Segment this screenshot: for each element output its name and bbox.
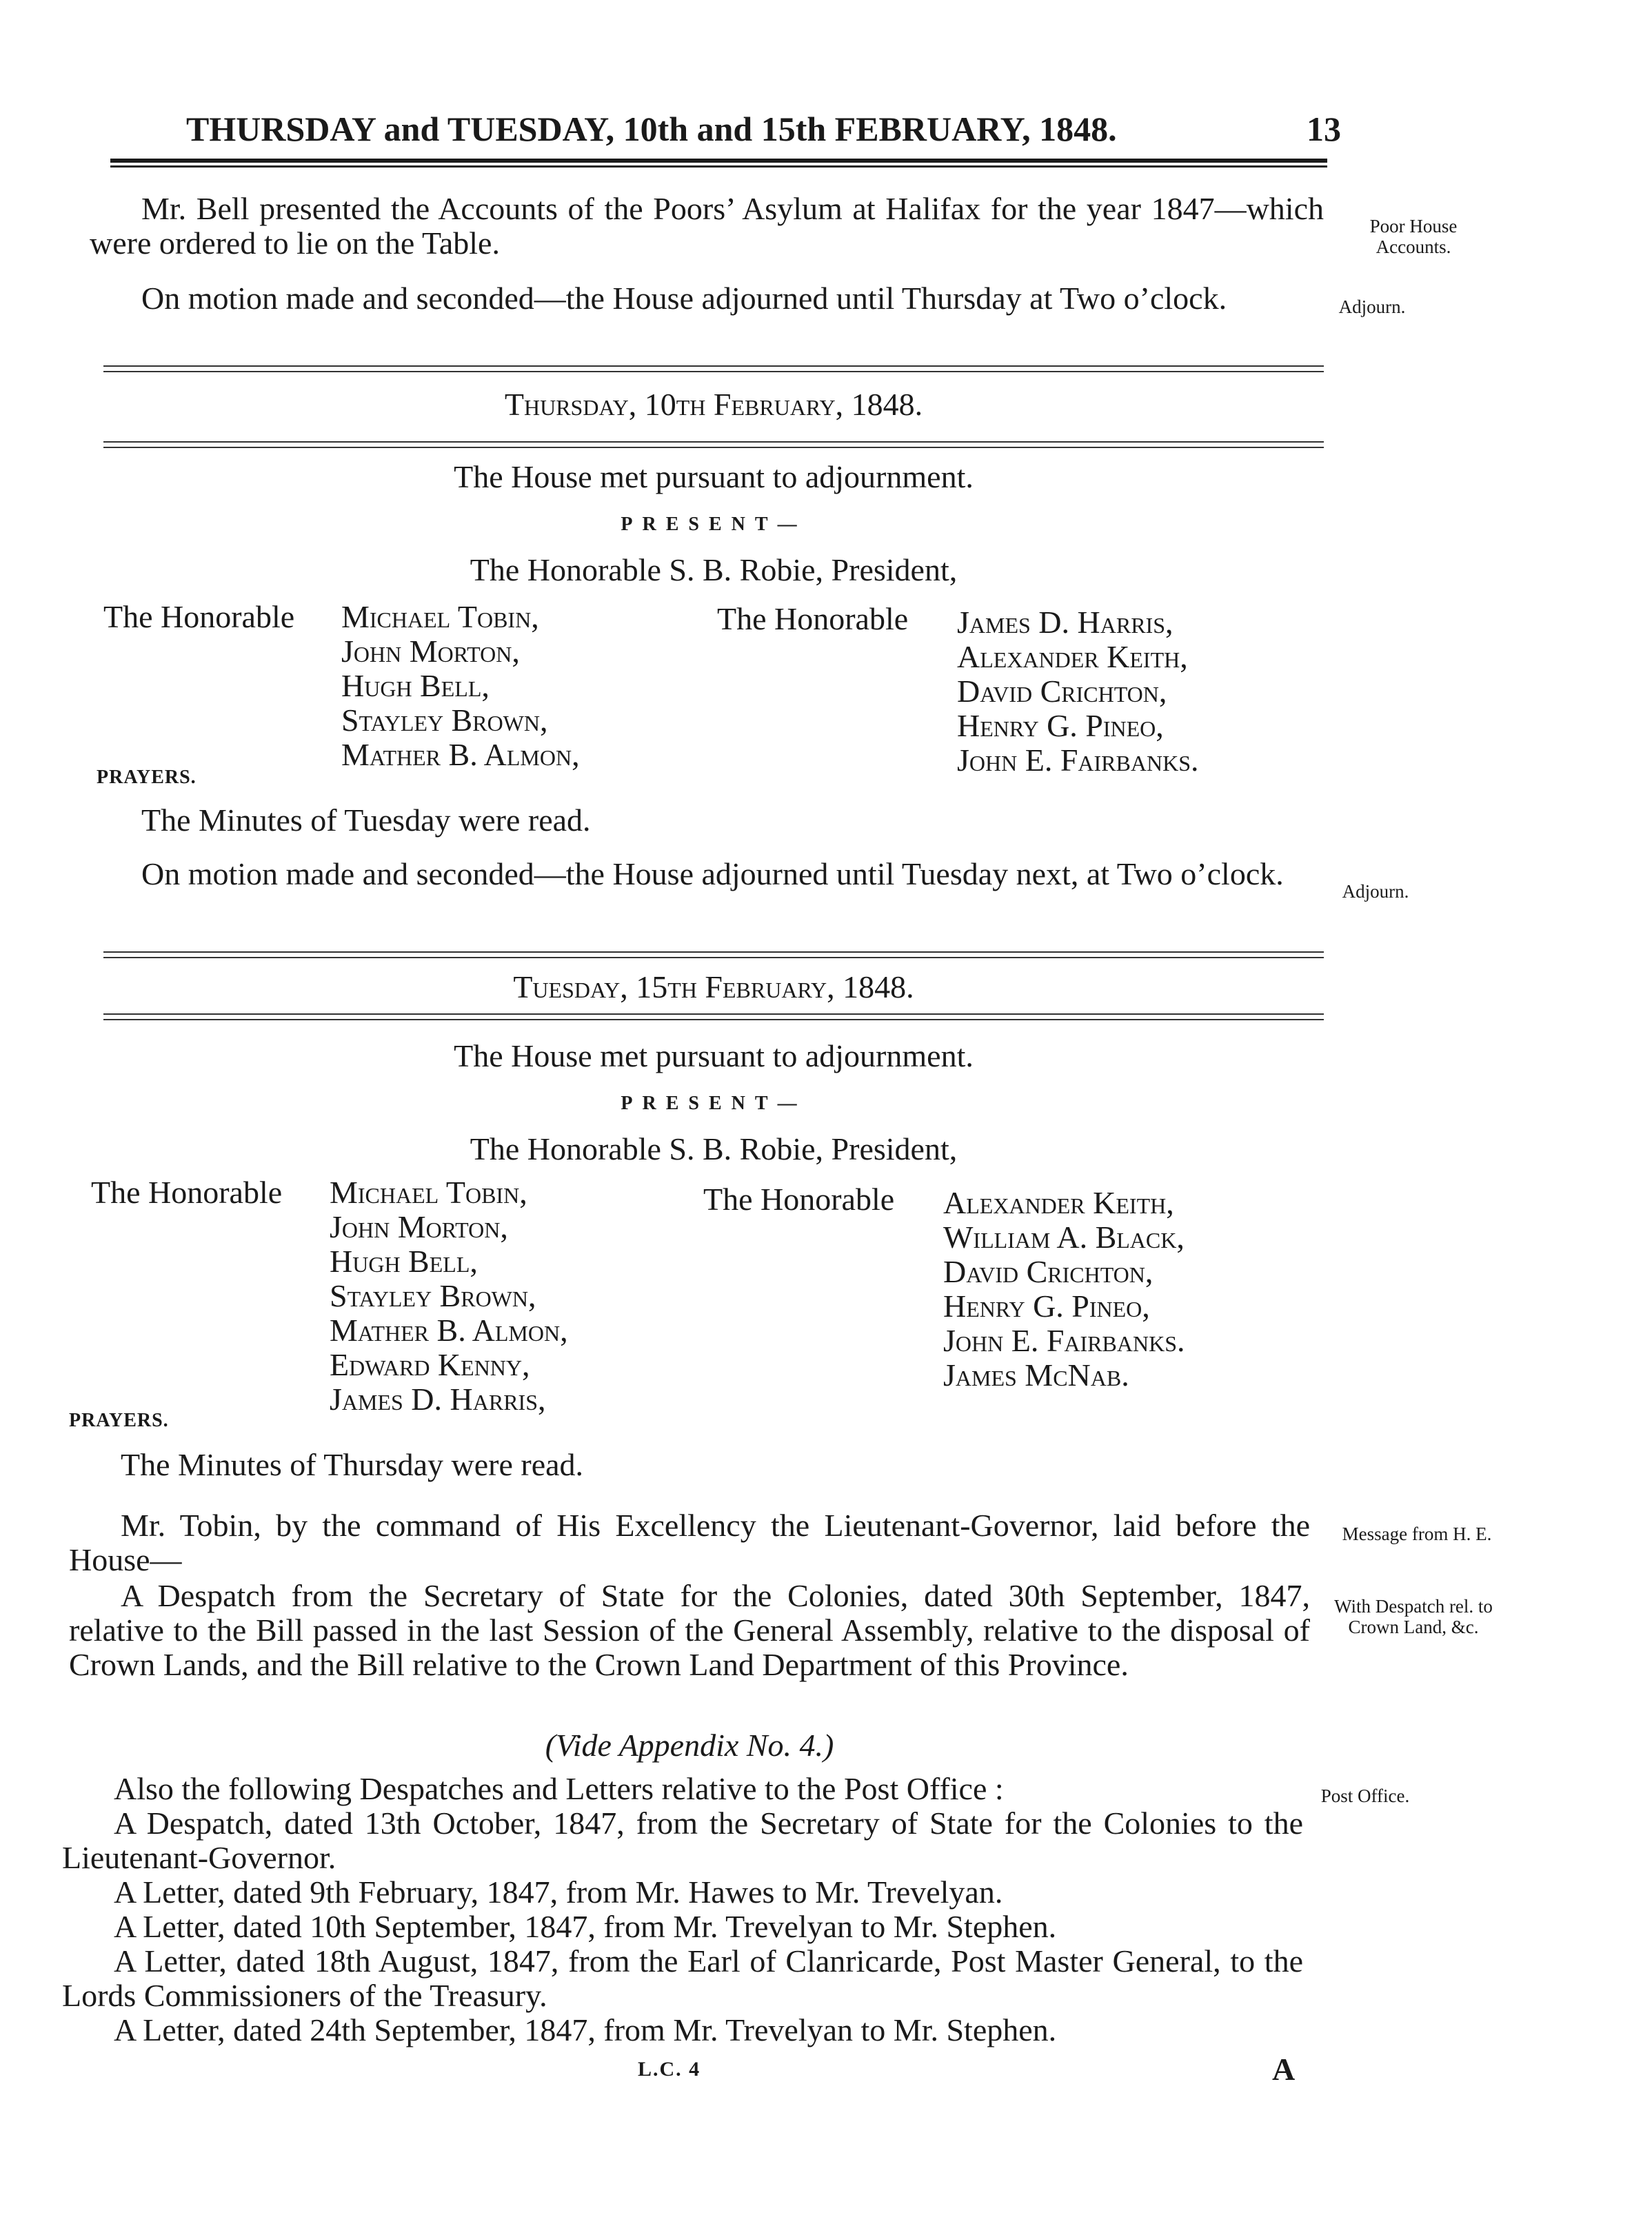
member-name: Mather B. Almon, <box>330 1313 568 1348</box>
member-name: Mather B. Almon, <box>341 737 580 772</box>
section-rule <box>103 441 1324 448</box>
list-item: A Letter, dated 18th August, 1847, from the Earl of Clanricarde, Post Master General, to the Lords Commissioners of the Treasury. <box>62 1943 1303 2013</box>
tuesday-right-prefix: The Honorable <box>703 1182 895 1217</box>
page-header <box>186 109 1358 149</box>
thursday-heading: Thursday, 10th February, 1848. <box>504 387 923 422</box>
thursday-minutes: The Minutes of Tuesday were read. <box>141 802 591 838</box>
member-name: Alexander Keith, <box>957 639 1188 674</box>
member-name: Michael Tobin, <box>330 1175 527 1210</box>
member-name: Henry G. Pineo, <box>957 708 1164 743</box>
section-rule <box>103 365 1324 372</box>
member-name: James D. Harris, <box>330 1382 546 1417</box>
despatch-paragraph: A Despatch from the Secretary of State for the Colonies, dated 30th September, 1847, relative to the Bill passed in the last Session of the General Assembly, relative to the disposal of Crown Lands, and the Bill relative to the Crown Land Department of this Province. <box>69 1578 1310 1682</box>
margin-note-post-office: Post Office. <box>1320 1786 1410 1806</box>
member-name: Henry G. Pineo, <box>943 1288 1150 1324</box>
member-name: Stayley Brown, <box>330 1278 536 1313</box>
member-name: Hugh Bell, <box>330 1244 478 1279</box>
post-office-intro: Also the following Despatches and Letters relative to the Post Office : <box>114 1771 1004 1806</box>
thursday-prayers: PRAYERS. <box>97 767 197 788</box>
signature-letter: A <box>1272 2052 1296 2087</box>
margin-note-adjourn-1: Adjourn. <box>1338 296 1406 317</box>
tuesday-minutes: The Minutes of Thursday were read. <box>121 1447 584 1482</box>
member-name: Edward Kenny, <box>330 1347 530 1382</box>
poor-house-paragraph: Mr. Bell presented the Accounts of the Poors’ Asylum at Halifax for the year 1847—which were ordered to lie on the Table. <box>90 191 1324 261</box>
member-name: John Morton, <box>330 1209 508 1244</box>
member-name: James McNab. <box>943 1357 1129 1393</box>
tuesday-left-prefix: The Honorable <box>91 1175 283 1210</box>
member-name: Hugh Bell, <box>341 668 490 703</box>
header-title: THURSDAY and TUESDAY, 10th and 15th FEBRUARY, 1848. <box>186 110 1117 148</box>
header-rule <box>110 159 1327 168</box>
member-name: David Crichton, <box>943 1254 1154 1289</box>
list-item: A Letter, dated 24th September, 1847, from Mr. Trevelyan to Mr. Stephen. <box>114 2012 1057 2047</box>
member-name: William A. Black, <box>943 1220 1185 1255</box>
message-paragraph: Mr. Tobin, by the command of His Excellency the Lieutenant-Governor, laid before the House— <box>69 1508 1310 1577</box>
thursday-present: PRESENT— <box>621 514 807 535</box>
thursday-left-prefix: The Honorable <box>103 599 295 634</box>
thursday-motion: On motion made and seconded—the House adjourned until Tuesday next, at Two o’clock. <box>141 856 1284 891</box>
member-name: Michael Tobin, <box>341 599 539 634</box>
tuesday-left-names <box>330 1175 568 1417</box>
tuesday-met: The House met pursuant to adjournment. <box>454 1038 974 1073</box>
thursday-president: The Honorable S. B. Robie, President, <box>470 552 958 587</box>
list-item: A Letter, dated 10th September, 1847, from Mr. Trevelyan to Mr. Stephen. <box>114 1909 1057 1944</box>
vide-appendix: (Vide Appendix No. 4.) <box>545 1728 834 1763</box>
thursday-met: The House met pursuant to adjournment. <box>454 459 974 494</box>
margin-note-adjourn-2: Adjourn. <box>1342 881 1409 902</box>
member-name: Alexander Keith, <box>943 1185 1174 1220</box>
thursday-right-prefix: The Honorable <box>717 601 909 636</box>
margin-note-despatch: With Despatch rel. to Crown Land, &c. <box>1334 1596 1493 1637</box>
member-name: John E. Fairbanks. <box>957 742 1199 778</box>
member-name: John Morton, <box>341 634 520 669</box>
margin-note-message: Message from H. E. <box>1342 1524 1492 1544</box>
tuesday-right-names <box>943 1186 1185 1393</box>
member-name: James D. Harris, <box>957 605 1173 640</box>
member-name: David Crichton, <box>957 674 1167 709</box>
tuesday-heading: Tuesday, 15th February, 1848. <box>513 969 914 1004</box>
member-name: John E. Fairbanks. <box>943 1323 1185 1358</box>
list-item: A Despatch, dated 13th October, 1847, from the Secretary of State for the Colonies to the Lieutenant-Governor. <box>62 1806 1303 1875</box>
member-name: Stayley Brown, <box>341 702 548 738</box>
thursday-right-names <box>957 605 1199 778</box>
tuesday-present: PRESENT— <box>621 1093 807 1114</box>
list-item: A Letter, dated 9th February, 1847, from Mr. Hawes to Mr. Trevelyan. <box>114 1874 1003 1910</box>
adjourn-paragraph-1: On motion made and seconded—the House adjourned until Thursday at Two o’clock. <box>141 281 1227 316</box>
page-number: 13 <box>1307 110 1341 148</box>
signature-mark: L.C. 4 <box>638 2058 701 2081</box>
section-rule <box>103 1013 1324 1020</box>
tuesday-president: The Honorable S. B. Robie, President, <box>470 1131 958 1166</box>
margin-note-poor-house: Poor House Accounts. <box>1369 216 1458 257</box>
thursday-left-names <box>341 600 580 772</box>
tuesday-prayers: PRAYERS. <box>69 1410 169 1431</box>
section-rule <box>103 951 1324 958</box>
